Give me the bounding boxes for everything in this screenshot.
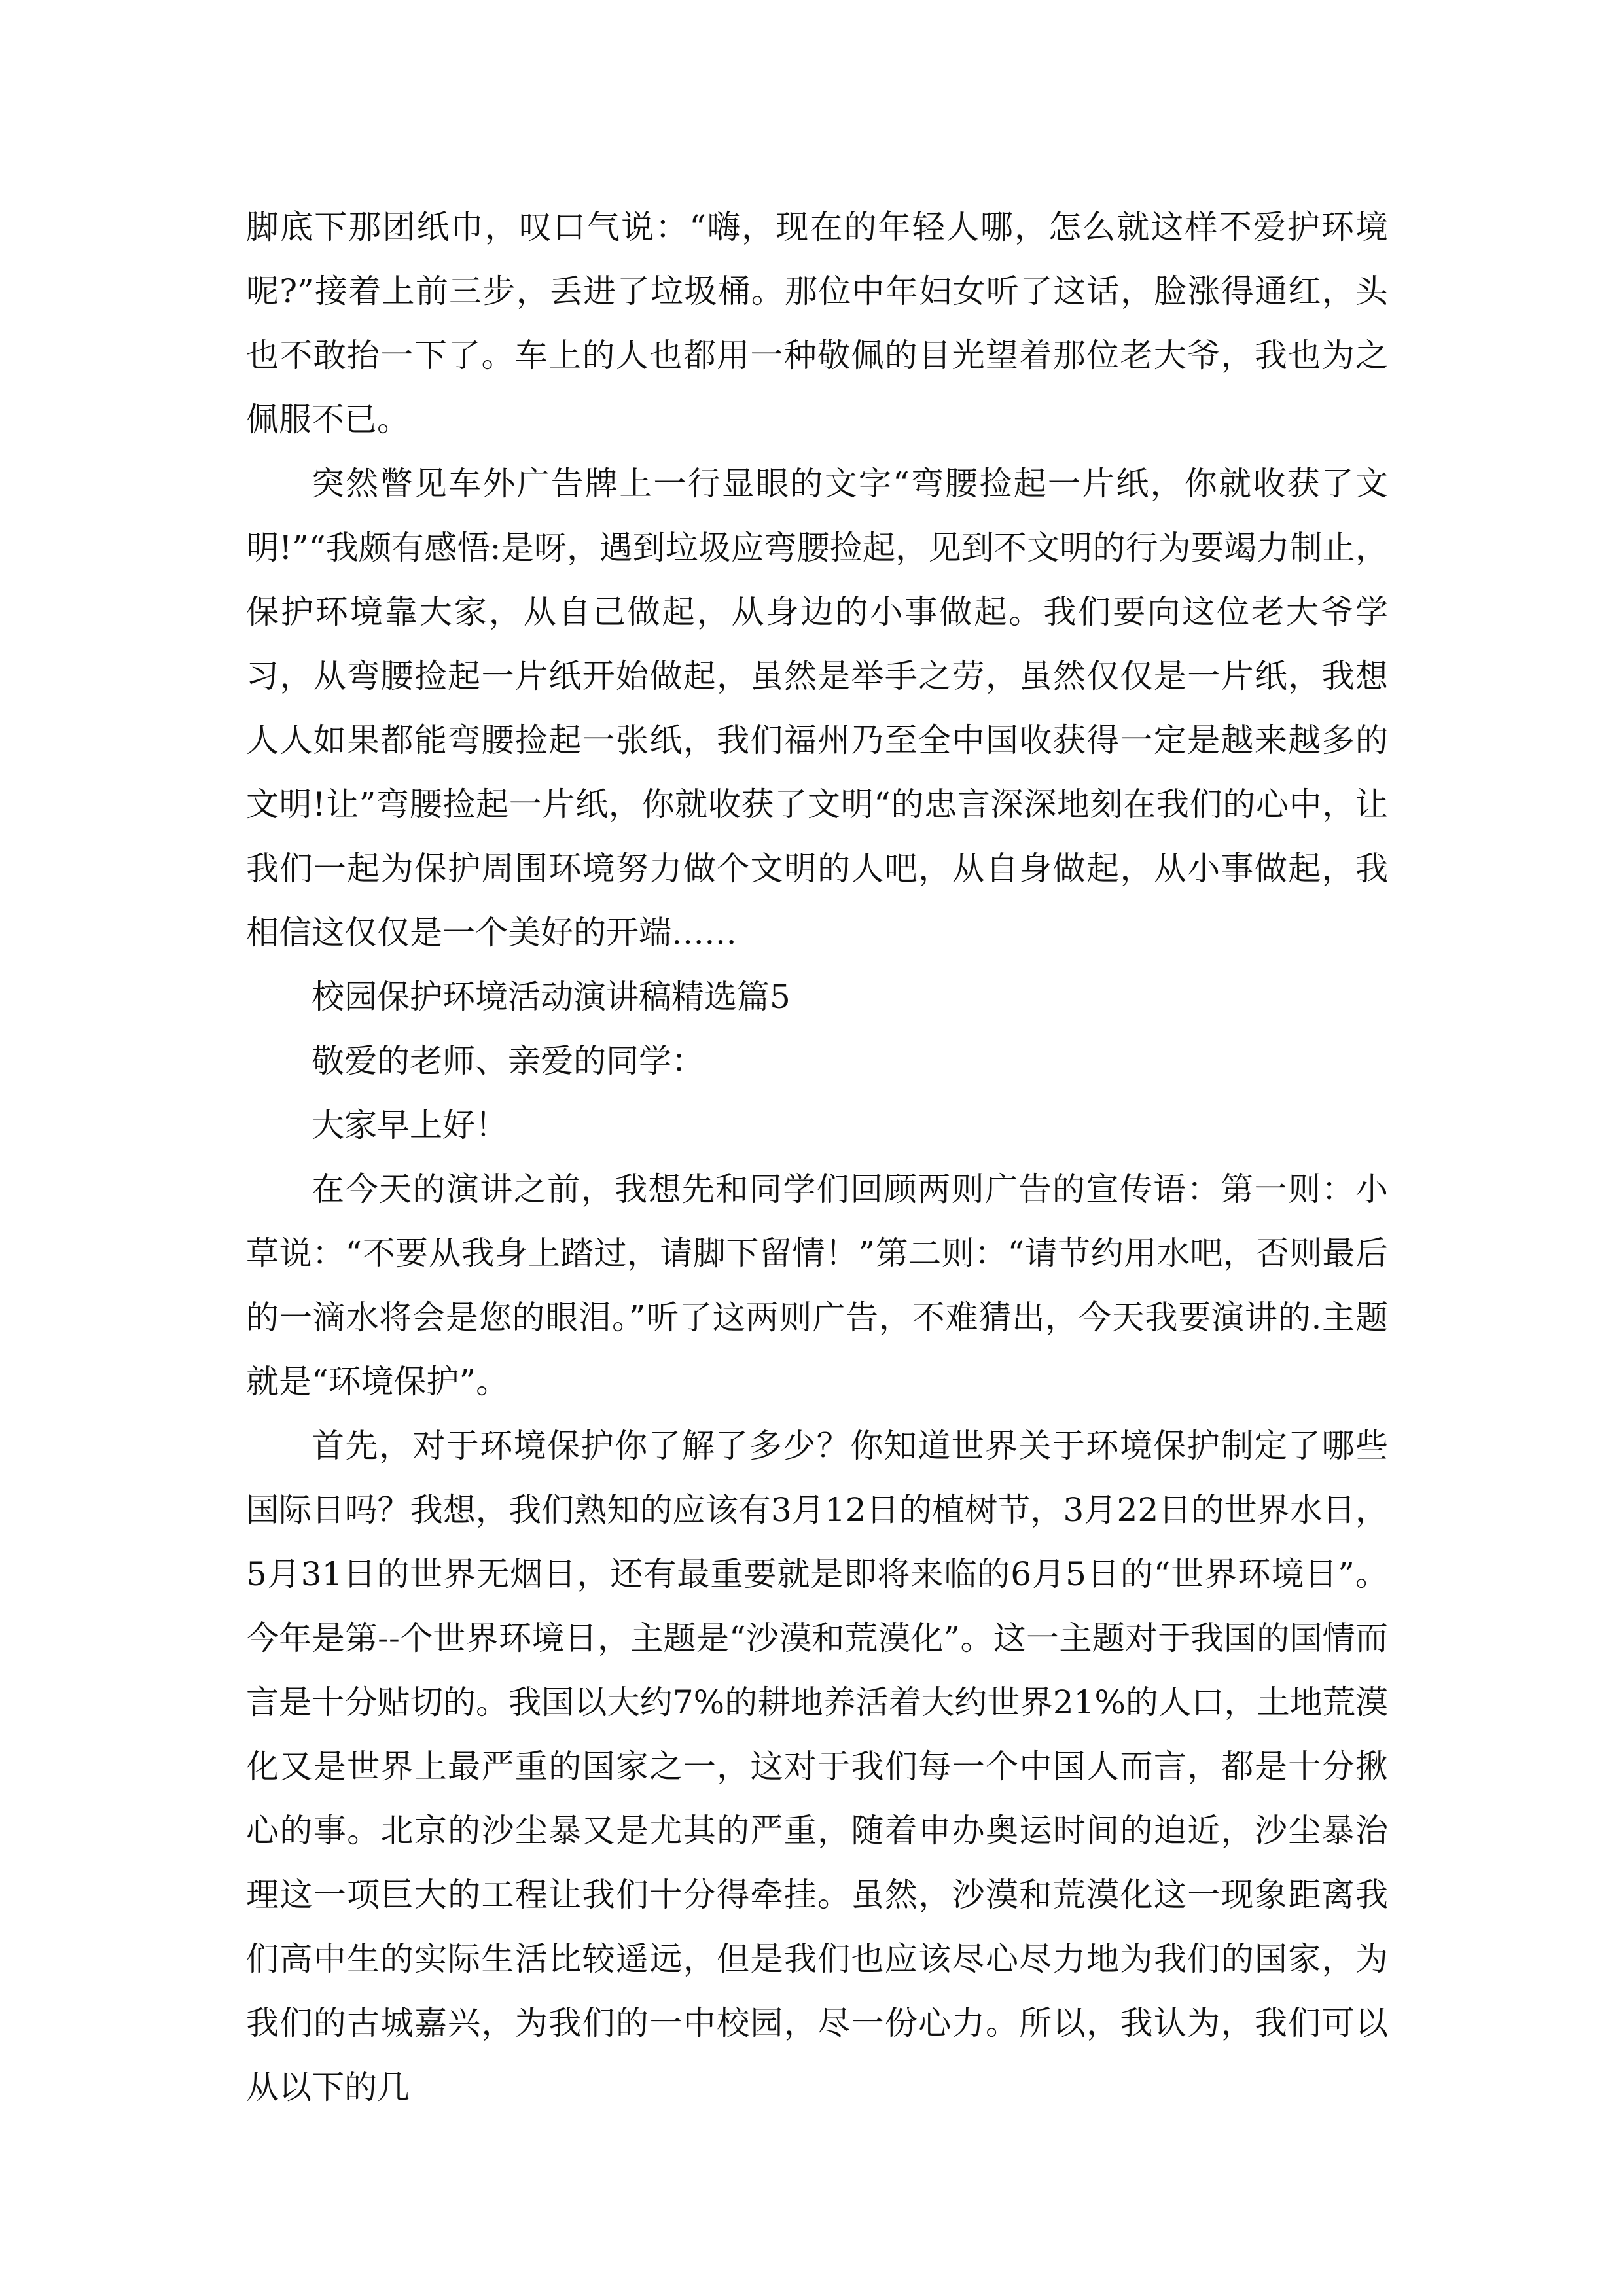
paragraph: 首先，对于环境保护你了解了多少？你知道世界关于环境保护制定了哪些国际日吗？我想，我们熟知的应该有3月12日的植树节，3月22日的世界水日，5月31日的世界无烟日，还有最重要就是即将来临的6月5日的“世界环境日”。今年是第--个世界环境日，主题是“沙漠和荒漠化”。这一主题对于我国的国情而言是十分贴切的。我国以大约7%的耕地养活着大约世界21%的人口，土地荒漠化又是世界上最严重的国家之一，这对于我们每一个中国人而言，都是十分揪心的事。北京的沙尘暴又是尤其的严重，随着申办奥运时间的迫近，沙尘暴治理这一项巨大的工程让我们十分得牵挂。虽然，沙漠和荒漠化这一现象距离我们高中生的实际生活比较遥远，但是我们也应该尽心尽力地为我们的国家，为我们的古城嘉兴，为我们的一中校园，尽一份心力。所以，我认为，我们可以从以下的几 bbox=[246, 1427, 1388, 2106]
salutation: 敬爱的老师、亲爱的同学： bbox=[312, 1042, 704, 1080]
paragraph: 脚底下那团纸巾，叹口气说：“嗨，现在的年轻人哪，怎么就这样不爱护环境呢?”接着上前三步，丢进了垃圾桶。那位中年妇女听了这话，脸涨得通红，头也不敢抬一下了。车上的人也都用一种敬佩的目光望着那位老大爷，我也为之佩服不已。 bbox=[246, 208, 1388, 439]
paragraph: 突然瞥见车外广告牌上一行显眼的文字“弯腰捡起一片纸，你就收获了文明!”“我颇有感悟:是呀，遇到垃圾应弯腰捡起，见到不文明的行为要竭力制止，保护环境靠大家，从自己做起，从身边的小事做起。我们要向这位老大爷学习，从弯腰捡起一片纸开始做起，虽然是举手之劳，虽然仅仅是一片纸，我想人人如果都能弯腰捡起一张纸，我们福州乃至全中国收获得一定是越来越多的文明!让”弯腰捡起一片纸，你就收获了文明“的忠言深深地刻在我们的心中，让我们一起为保护周围环境努力做个文明的人吧，从自身做起，从小事做起，我相信这仅仅是一个美好的开端…… bbox=[246, 465, 1388, 952]
document-body bbox=[246, 195, 1388, 2119]
section-heading: 校园保护环境活动演讲稿精选篇5 bbox=[312, 978, 791, 1016]
paragraph: 在今天的演讲之前，我想先和同学们回顾两则广告的宣传语：第一则：小草说：“不要从我身上踏过，请脚下留情！”第二则：“请节约用水吧，否则最后的一滴水将会是您的眼泪。”听了这两则广告，不难猜出，今天我要演讲的.主题就是“环境保护”。 bbox=[246, 1170, 1388, 1401]
greeting: 大家早上好！ bbox=[312, 1106, 508, 1144]
